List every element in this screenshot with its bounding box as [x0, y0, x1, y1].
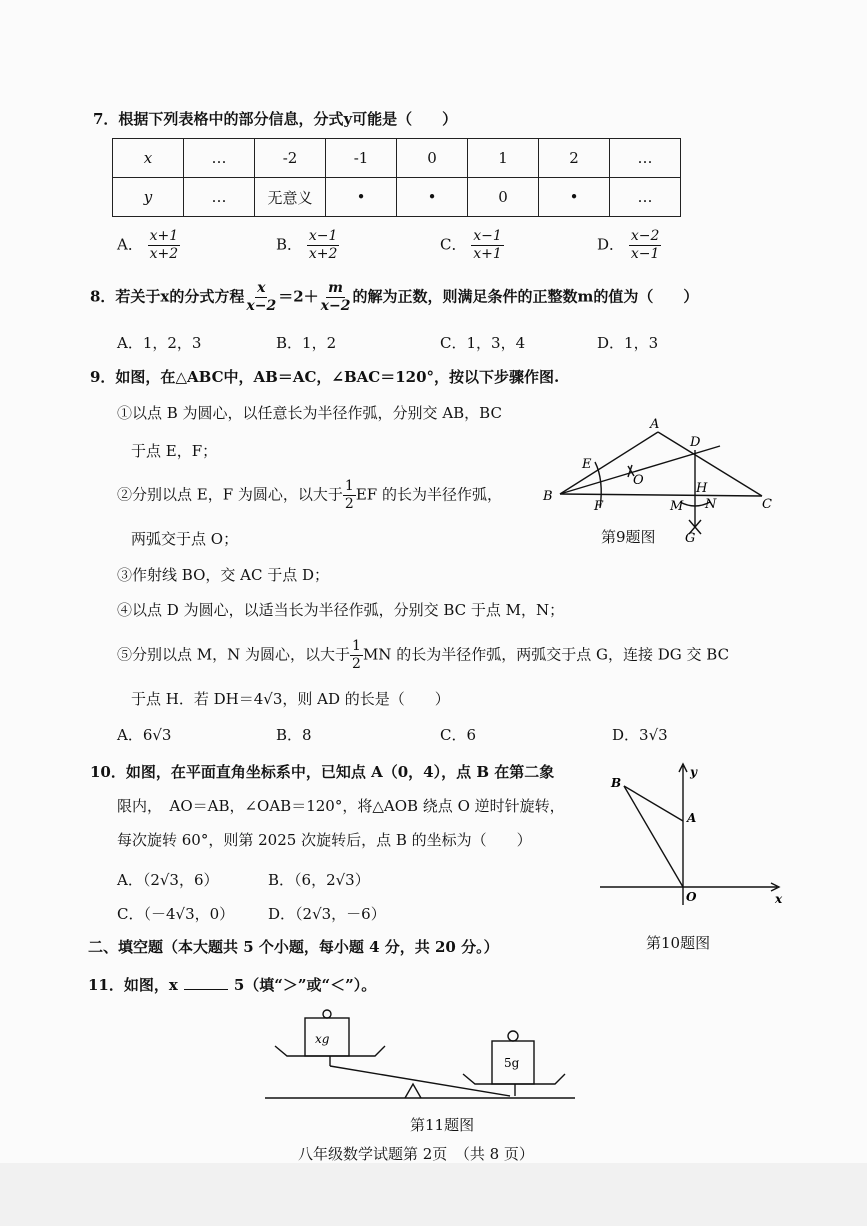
q9-step1-cont: 于点 E，F； — [131, 442, 218, 460]
q9-option-c: C．6 — [440, 726, 477, 744]
q8-option-a: A．1，2，3 — [117, 334, 202, 352]
label-e: E — [582, 457, 592, 472]
q9-figure — [540, 410, 780, 545]
option-letter: C． — [440, 235, 467, 254]
q9-step2 — [117, 478, 502, 513]
q11-stem-post: 5（填“＞”或“＜”）。 — [233, 976, 377, 994]
numerator: 1 — [352, 638, 361, 654]
table-cell: … — [184, 178, 255, 217]
numerator: x−2 — [630, 228, 660, 244]
step5-post: MN 的长为半径作弧，两弧交于点 G，连接 DG 交 BC — [362, 645, 730, 664]
q9-option-a: A．6√3 — [117, 726, 172, 744]
label-b: B — [543, 489, 553, 504]
label-b: B — [611, 776, 622, 790]
label-m: M — [670, 499, 684, 514]
q9-step5 — [117, 638, 729, 673]
q10-option-a: A．（2√3，6） — [117, 871, 219, 889]
left-weight-label: xg — [315, 1032, 330, 1046]
denominator: x−1 — [630, 245, 660, 262]
table-cell: y — [113, 178, 184, 217]
table-cell: … — [610, 178, 681, 217]
q9-step4: ④以点 D 为圆心，以适当长为半径作弧，分别交 BC 于点 M，N； — [117, 601, 565, 619]
table-cell: • — [397, 178, 468, 217]
table-cell: -2 — [255, 139, 326, 178]
numerator: 1 — [344, 478, 354, 494]
right-weight-handle — [508, 1031, 518, 1041]
q8-stem-mid: ＝2＋ — [278, 287, 319, 306]
q7-table — [112, 138, 681, 217]
denominator: x+1 — [473, 245, 502, 262]
table-cell: 无意义 — [255, 178, 326, 217]
label-a: A — [650, 417, 660, 432]
fraction — [350, 638, 363, 673]
q8-option-d: D．1，3 — [597, 334, 659, 352]
denominator: x+2 — [308, 245, 338, 262]
fulcrum — [405, 1084, 421, 1098]
label-n: N — [705, 497, 717, 512]
fraction — [471, 228, 504, 263]
segment-ba — [624, 786, 683, 821]
q11-stem — [88, 976, 376, 994]
label-h: H — [696, 481, 708, 496]
q9-step3: ③作射线 BO，交 AC 于点 D； — [117, 566, 330, 584]
label-f: F — [594, 499, 604, 514]
label-x: x — [775, 892, 783, 906]
q10-option-b: B．（6，2√3） — [268, 871, 370, 889]
denominator: x−2 — [246, 297, 277, 314]
q9-option-d: D．3√3 — [612, 726, 668, 744]
table-cell: • — [326, 178, 397, 217]
right-pan — [463, 1074, 565, 1084]
fraction — [148, 228, 181, 263]
q10-option-c: C．（－4√3，0） — [117, 905, 235, 923]
fraction — [244, 280, 278, 315]
label-g: G — [685, 531, 696, 546]
beam — [330, 1066, 510, 1096]
denominator: x−2 — [320, 297, 351, 314]
step2-pre: ②分别以点 E，F 为圆心，以大于 — [117, 485, 343, 504]
numerator: x−1 — [473, 228, 502, 244]
table-cell: 2 — [539, 139, 610, 178]
option-letter: D． — [597, 235, 625, 254]
table-cell: 0 — [397, 139, 468, 178]
q10-stem-3: 每次旋转 60°，则第 2025 次旋转后，点 B 的坐标为（ ） — [117, 831, 532, 849]
step2-post: EF 的长为半径作弧， — [355, 485, 502, 504]
q8-stem-post: 的解为正数，则满足条件的正整数m的值为（ ） — [352, 287, 699, 306]
q9-stem: 9．如图，在△ABC中，AB＝AC，∠BAC＝120°，按以下步骤作图. — [90, 368, 560, 386]
label-y: y — [690, 765, 697, 779]
q9-step5-cont: 于点 H．若 DH＝4√3，则 AD 的长是（ ） — [131, 690, 450, 708]
label-c: C — [762, 497, 772, 512]
q8-stem — [90, 280, 698, 315]
label-d: D — [690, 435, 701, 450]
q10-figure-caption: 第10题图 — [646, 934, 711, 952]
denominator: 2 — [344, 495, 354, 512]
numerator: x — [257, 280, 266, 296]
denominator: 2 — [352, 655, 361, 672]
q7-option-a — [117, 228, 180, 263]
q7-option-c — [440, 228, 504, 263]
label-o: O — [686, 890, 697, 904]
option-letter: A． — [117, 235, 143, 254]
answer-blank[interactable] — [184, 989, 228, 990]
label-o: O — [633, 473, 644, 488]
fraction — [343, 478, 356, 513]
table-cell: • — [539, 178, 610, 217]
fraction — [629, 228, 662, 263]
left-pan — [275, 1046, 385, 1056]
q9-step1: ①以点 B 为圆心，以任意长为半径作弧，分别交 AB，BC — [117, 404, 502, 422]
right-weight-label: 5g — [504, 1056, 520, 1070]
q7-option-d — [597, 228, 661, 263]
page-bottom-band — [0, 1163, 867, 1226]
step5-pre: ⑤分别以点 M，N 为圆心，以大于 — [117, 645, 351, 664]
numerator: m — [328, 280, 343, 296]
page-footer: 八年级数学试题第 2页 （共 8 页） — [298, 1145, 534, 1163]
table-cell: … — [184, 139, 255, 178]
segment-bc — [560, 494, 762, 496]
q10-option-d: D．（2√3，－6） — [268, 905, 386, 923]
denominator: x+2 — [149, 245, 179, 262]
section-heading: 二、填空题（本大题共 5 个小题，每小题 4 分，共 20 分。） — [88, 938, 499, 956]
q11-figure-caption: 第11题图 — [410, 1116, 475, 1134]
label-a: A — [687, 811, 697, 825]
q9-figure-caption: 第9题图 — [601, 528, 656, 546]
numerator: x−1 — [308, 228, 338, 244]
left-weight-handle — [323, 1010, 331, 1018]
table-cell: 0 — [468, 178, 539, 217]
q7-stem: 7．根据下列表格中的部分信息，分式y可能是（ ） — [93, 110, 458, 128]
q11-stem-pre: 11．如图，x — [88, 976, 178, 994]
q9-step2-cont: 两弧交于点 O； — [131, 530, 239, 548]
q10-stem-1: 10．如图，在平面直角坐标系中，已知点 A（0，4），点 B 在第二象 — [90, 763, 555, 781]
q10-stem-2: 限内， AO＝AB，∠OAB＝120°，将△AOB 绕点 O 逆时针旋转， — [117, 797, 565, 815]
numerator: x+1 — [149, 228, 179, 244]
segment-bo — [624, 786, 683, 887]
q8-option-c: C．1，3，4 — [440, 334, 526, 352]
fraction — [307, 228, 340, 263]
table-cell: … — [610, 139, 681, 178]
q9-option-b: B．8 — [276, 726, 312, 744]
q7-option-b — [276, 228, 339, 263]
table-row — [113, 139, 681, 178]
table-row — [113, 178, 681, 217]
q10-figure — [595, 760, 795, 910]
table-cell: 1 — [468, 139, 539, 178]
fraction — [319, 280, 353, 315]
q8-option-b: B．1，2 — [276, 334, 337, 352]
q8-stem-pre: 8．若关于x的分式方程 — [90, 287, 245, 306]
table-cell: x — [113, 139, 184, 178]
segment-ac — [658, 432, 762, 496]
table-cell: -1 — [326, 139, 397, 178]
option-letter: B． — [276, 235, 303, 254]
q11-figure — [265, 1012, 580, 1107]
